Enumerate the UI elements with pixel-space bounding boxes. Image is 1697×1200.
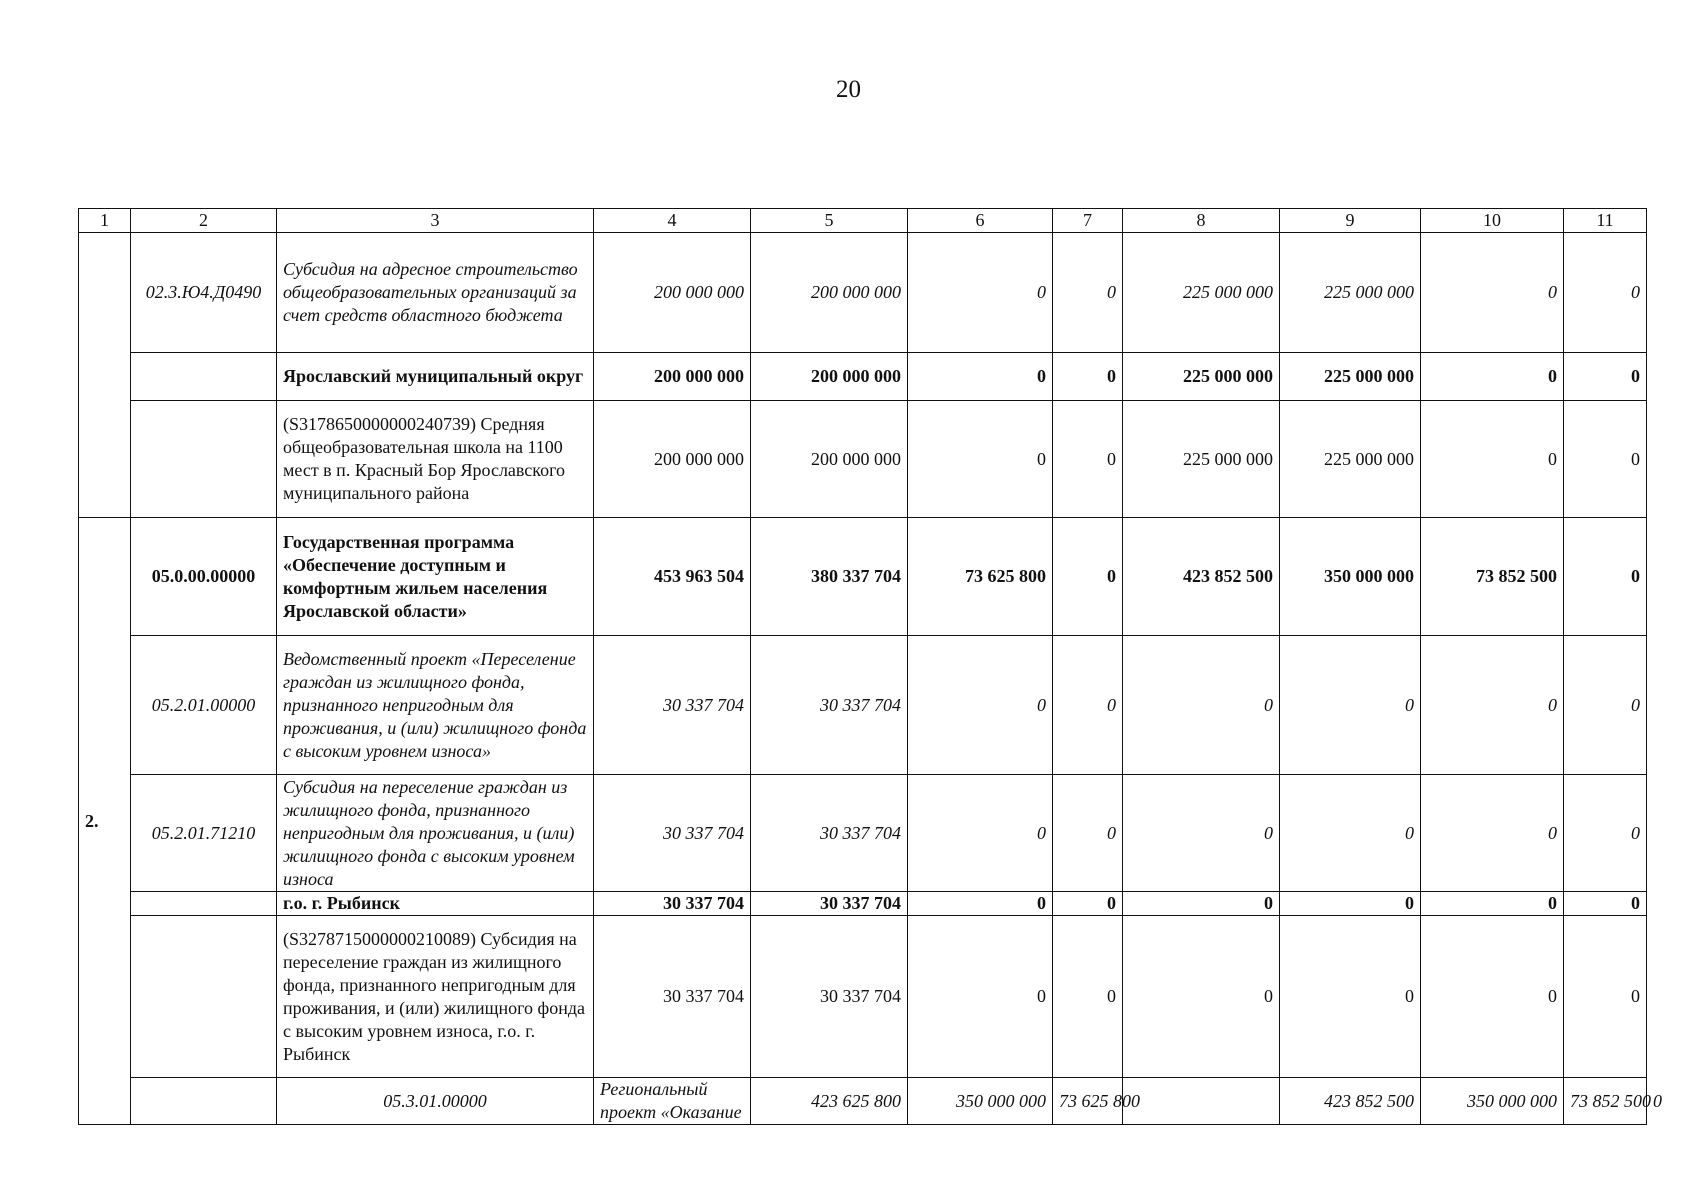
value-cell: 0 xyxy=(1123,775,1280,892)
value-cell: 225 000 000 xyxy=(1280,233,1421,353)
description-cell: (S3278715000000210089) Субсидия на переселение граждан из жилищного фонда, признанного непригодным для проживания, и (или) жилищного фонда с высоким уровнем износа, г.о. г. Рыбинск xyxy=(277,916,594,1078)
value-cell: 423 852 500 xyxy=(1123,518,1280,636)
header-cell: 3 xyxy=(277,209,594,233)
value-cell: 0 xyxy=(908,916,1053,1078)
value-cell: 0 xyxy=(1564,916,1647,1078)
code-cell xyxy=(131,916,277,1078)
value-cell: 73 852 500 xyxy=(1421,518,1564,636)
description-cell: (S3178650000000240739) Средняя общеобразовательная школа на 1100 мест в п. Красный Бор Ярославского муниципального района xyxy=(277,401,594,518)
value-cell: 0 xyxy=(1123,636,1280,775)
value-cell: 30 337 704 xyxy=(594,775,751,892)
value-cell: 30 337 704 xyxy=(751,636,908,775)
budget-table xyxy=(78,208,1662,1125)
description-cell: Ярославский муниципальный округ xyxy=(277,353,594,401)
value-cell: 0 xyxy=(1053,916,1123,1078)
value-cell: 225 000 000 xyxy=(1123,233,1280,353)
table-row xyxy=(79,401,1647,518)
value-cell: 0 xyxy=(1123,916,1280,1078)
header-cell: 4 xyxy=(594,209,751,233)
value-cell: 423 625 800 xyxy=(751,1078,908,1125)
value-cell: 0 xyxy=(1421,916,1564,1078)
value-cell: 200 000 000 xyxy=(594,401,751,518)
value-cell: 0 xyxy=(1053,775,1123,892)
header-cell: 6 xyxy=(908,209,1053,233)
value-cell: 0 xyxy=(908,775,1053,892)
value-cell: 0 xyxy=(1053,401,1123,518)
value-cell: 225 000 000 xyxy=(1280,401,1421,518)
value-cell: 0 xyxy=(908,233,1053,353)
value-cell: 380 337 704 xyxy=(751,518,908,636)
table-row xyxy=(79,916,1647,1078)
value-cell xyxy=(1123,1078,1280,1125)
value-cell: 30 337 704 xyxy=(751,916,908,1078)
value-cell: 0 xyxy=(908,636,1053,775)
value-cell: 350 000 000 xyxy=(1280,518,1421,636)
value-cell: 0 xyxy=(1564,775,1647,892)
value-cell: 350 000 000 xyxy=(908,1078,1053,1125)
table-row xyxy=(79,233,1647,353)
table-row xyxy=(79,353,1647,401)
value-cell: 0 xyxy=(1280,916,1421,1078)
value-cell: 0 xyxy=(1564,353,1647,401)
description-cell: Субсидия на адресное строительство общеобразовательных организаций за счет средств областного бюджета xyxy=(277,233,594,353)
description-cell: Субсидия на переселение граждан из жилищного фонда, признанного непригодным для проживания, и (или) жилищного фонда с высоким уровнем износа xyxy=(277,775,594,892)
value-cell: 0 xyxy=(1421,353,1564,401)
value-cell: 30 337 704 xyxy=(594,636,751,775)
value-cell: 0 xyxy=(1280,892,1421,916)
header-cell: 11 xyxy=(1564,209,1647,233)
value-cell: 225 000 000 xyxy=(1123,401,1280,518)
value-cell: 0 xyxy=(908,353,1053,401)
code-cell: 05.2.01.00000 xyxy=(131,636,277,775)
code-cell: 05.0.00.00000 xyxy=(131,518,277,636)
value-cell: 200 000 000 xyxy=(751,353,908,401)
code-cell xyxy=(131,401,277,518)
row-index-cell xyxy=(131,1078,277,1125)
value-cell: 0 xyxy=(1421,233,1564,353)
code-cell: 05.3.01.00000 xyxy=(277,1078,594,1125)
value-cell: 0 xyxy=(1053,636,1123,775)
code-cell xyxy=(131,892,277,916)
code-cell: 02.3.Ю4.Д0490 xyxy=(131,233,277,353)
table-row xyxy=(79,775,1647,892)
value-cell: 0 xyxy=(1564,518,1647,636)
code-cell xyxy=(131,353,277,401)
value-cell: 0 xyxy=(1280,636,1421,775)
value-cell: 0 xyxy=(1280,775,1421,892)
value-cell: 453 963 504 xyxy=(594,518,751,636)
header-cell: 2 xyxy=(131,209,277,233)
value-cell: 200 000 000 xyxy=(594,233,751,353)
value-cell: 0 xyxy=(1564,892,1647,916)
value-cell: 200 000 000 xyxy=(751,401,908,518)
header-cell: 1 xyxy=(79,209,131,233)
description-cell: Государственная программа «Обеспечение доступным и комфортным жильем населения Ярославской области» xyxy=(277,518,594,636)
value-cell: 73 625 800 xyxy=(1053,1078,1123,1125)
value-cell: 30 337 704 xyxy=(594,916,751,1078)
value-cell: 73 852 500 xyxy=(1564,1078,1647,1125)
value-cell: 0 xyxy=(1421,636,1564,775)
code-cell: 05.2.01.71210 xyxy=(131,775,277,892)
value-cell: 225 000 000 xyxy=(1123,353,1280,401)
value-cell: 0 xyxy=(1053,892,1123,916)
table-row xyxy=(79,892,1647,916)
value-cell: 73 625 800 xyxy=(908,518,1053,636)
value-cell: 0 xyxy=(1564,233,1647,353)
value-cell: 200 000 000 xyxy=(594,353,751,401)
value-cell: 0 xyxy=(1421,892,1564,916)
value-cell: 423 852 500 xyxy=(1280,1078,1421,1125)
header-cell: 7 xyxy=(1053,209,1123,233)
table-row: 05.3.01.00000 Региональный проект «Оказание 423 625 800 350 000 000 73 625 800 423 852 500 350 000 000 73 852 500 0 xyxy=(79,1078,1647,1125)
value-cell: 0 xyxy=(1564,401,1647,518)
description-cell: Ведомственный проект «Переселение граждан из жилищного фонда, признанного непригодным для проживания, и (или) жилищного фонда с высоким уровнем износа» xyxy=(277,636,594,775)
value-cell: 30 337 704 xyxy=(594,892,751,916)
header-cell: 8 xyxy=(1123,209,1280,233)
description-cell: г.о. г. Рыбинск xyxy=(277,892,594,916)
value-cell: 30 337 704 xyxy=(751,892,908,916)
value-cell: 350 000 000 xyxy=(1421,1078,1564,1125)
value-cell: 0 xyxy=(1564,636,1647,775)
value-cell: 0 xyxy=(1053,233,1123,353)
value-cell: 0 xyxy=(1053,353,1123,401)
value-cell: 225 000 000 xyxy=(1280,353,1421,401)
value-cell: 0 xyxy=(908,401,1053,518)
value-cell: 0 xyxy=(1123,892,1280,916)
header-cell: 10 xyxy=(1421,209,1564,233)
row-index-cell xyxy=(79,233,131,518)
value-cell: 0 xyxy=(1053,518,1123,636)
page-number: 20 xyxy=(836,76,861,103)
header-cell: 5 xyxy=(751,209,908,233)
value-cell: 0 xyxy=(1421,775,1564,892)
description-cell: Региональный проект «Оказание xyxy=(594,1078,751,1125)
value-cell: 0 xyxy=(908,892,1053,916)
header-cell: 9 xyxy=(1280,209,1421,233)
value-cell: 30 337 704 xyxy=(751,775,908,892)
row-index-cell: 2. xyxy=(79,518,131,1125)
value-cell: 200 000 000 xyxy=(751,233,908,353)
table-row xyxy=(79,518,1647,636)
table-row xyxy=(79,636,1647,775)
header-row xyxy=(79,209,1647,233)
value-cell: 0 xyxy=(1421,401,1564,518)
